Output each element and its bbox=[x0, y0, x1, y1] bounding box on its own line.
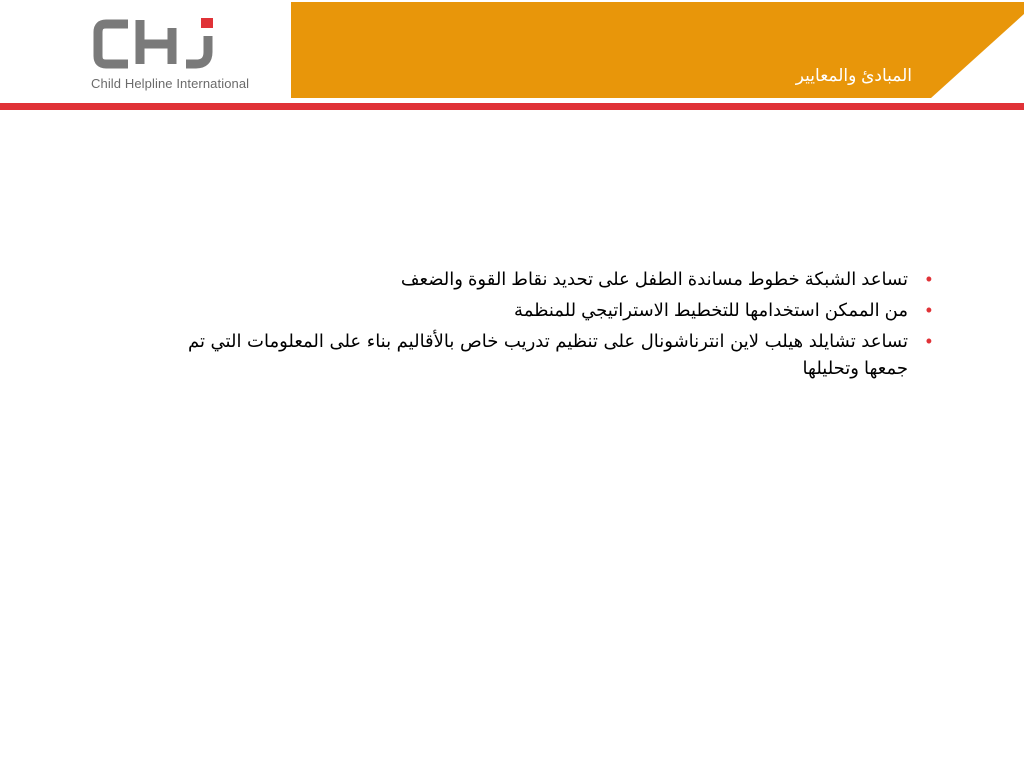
bullet-dot: • bbox=[925, 269, 932, 289]
bullet-list-container bbox=[188, 266, 936, 386]
header-band-shape bbox=[291, 2, 1024, 98]
header-divider bbox=[0, 103, 1024, 110]
bullet-text: تساعد تشايلد هيلب لاين انترناشونال على تنظيم تدريب خاص بالأقاليم بناء على المعلومات التي تم جمعها وتحليلها bbox=[188, 331, 908, 378]
header-band bbox=[291, 2, 1024, 98]
chi-logo bbox=[88, 18, 278, 94]
chi-logo-mark bbox=[92, 18, 220, 70]
bullet-item bbox=[188, 297, 936, 324]
bullet-text: تساعد الشبكة خطوط مساندة الطفل على تحديد نقاط القوة والضعف bbox=[400, 269, 908, 289]
logo-org-name: Child Helpline International bbox=[91, 76, 250, 91]
bullet-item bbox=[188, 266, 936, 293]
bullet-dot: • bbox=[925, 300, 932, 320]
slide-title: المبادئ والمعايير bbox=[795, 66, 912, 85]
bullet-list bbox=[188, 266, 936, 382]
bullet-dot: • bbox=[925, 331, 932, 351]
bullet-item bbox=[188, 328, 936, 382]
bullet-text: من الممكن استخدامها للتخطيط الاستراتيجي للمنظمة bbox=[514, 300, 908, 320]
